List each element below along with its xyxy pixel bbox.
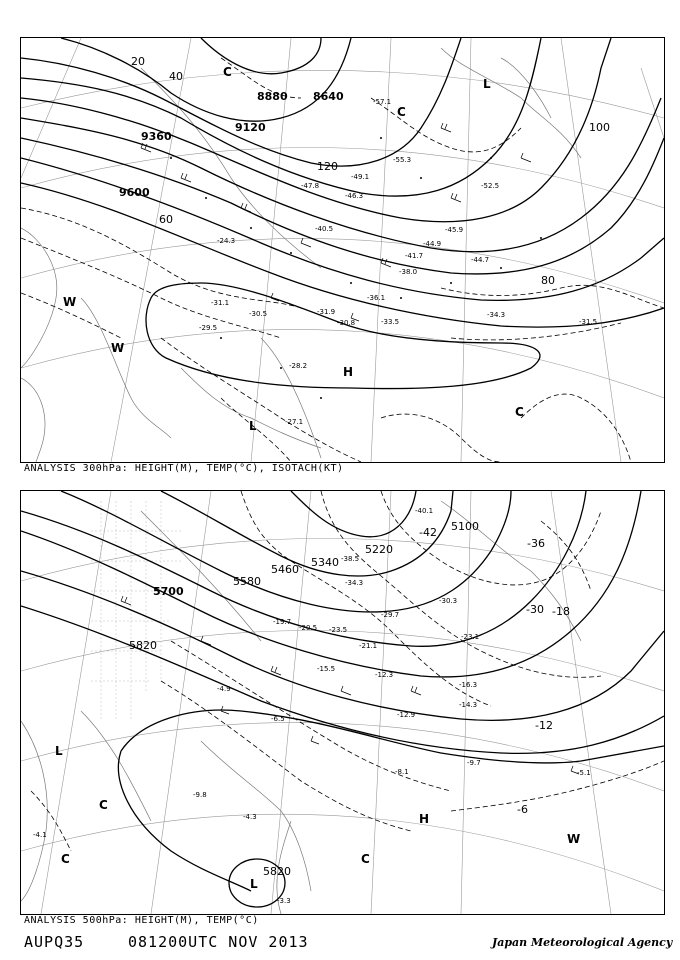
height-label: 5820 <box>129 639 157 652</box>
isotach-label: 60 <box>159 213 173 226</box>
center-symbol: L <box>249 419 257 433</box>
center-symbol: C <box>397 105 406 119</box>
isotach-label: 40 <box>169 70 183 83</box>
temp-label: -9.8 <box>193 791 207 799</box>
temp-label: -41.7 <box>405 252 424 260</box>
temp-label: -28.2 <box>289 362 308 370</box>
temp-label: -36.1 <box>367 294 386 302</box>
center-symbol: W <box>567 832 581 846</box>
temp-label: -6.5 <box>271 715 285 723</box>
height-label: 5820 <box>263 865 291 878</box>
height-label: 9360 <box>141 130 172 143</box>
temp-label: -4.1 <box>33 831 47 839</box>
temperature-labels-300 <box>199 98 597 426</box>
map-300hpa <box>20 37 665 463</box>
isotherm-label: -30 <box>526 603 544 616</box>
isotach-label: 120 <box>317 160 338 173</box>
map-300hpa-canvas <box>21 38 664 462</box>
temp-label: -5.1 <box>577 769 591 777</box>
map-500hpa <box>20 490 665 915</box>
temp-label: -30.5 <box>249 310 268 318</box>
isotach-labels-300 <box>131 55 610 287</box>
height-label: 8640 <box>313 90 344 103</box>
temp-label: -8.1 <box>395 768 409 776</box>
temp-label: -24.3 <box>217 237 236 245</box>
temp-label: -21.1 <box>359 642 378 650</box>
height-label: 5580 <box>233 575 261 588</box>
center-symbol: C <box>61 852 70 866</box>
map-500hpa-canvas <box>21 491 664 914</box>
temp-label: -23.5 <box>329 626 348 634</box>
height-label: 5460 <box>271 563 299 576</box>
center-symbol: W <box>111 341 125 355</box>
wind-barbs-500 <box>121 596 579 774</box>
center-symbol: W <box>63 295 77 309</box>
center-symbol: H <box>419 812 430 826</box>
center-symbol: C <box>99 798 108 812</box>
temp-label: -40.1 <box>415 507 434 515</box>
temp-label: -29.5 <box>199 324 218 332</box>
temp-label: -49.1 <box>351 173 370 181</box>
temp-label: -9.7 <box>467 759 481 767</box>
pressure-centers-300 <box>63 65 524 433</box>
center-symbol: L <box>55 744 63 758</box>
isotherm-label: -36 <box>527 537 545 550</box>
temp-label: -29.7 <box>381 611 400 619</box>
height-label: 8880 <box>257 90 288 103</box>
temp-label: -4.9 <box>217 685 231 693</box>
isotach-label: 80 <box>541 274 555 287</box>
temp-label: -23.1 <box>461 633 480 641</box>
temp-label: -47.8 <box>301 182 320 190</box>
temp-label: -31.9 <box>317 308 336 316</box>
temp-label: -46.3 <box>345 192 364 200</box>
temp-label: -33.5 <box>381 318 400 326</box>
temp-label: -38.0 <box>399 268 418 276</box>
temp-label: -19.7 <box>273 618 292 626</box>
center-symbol: C <box>223 65 232 79</box>
isotach-label: 20 <box>131 55 145 68</box>
isotherm-label: -12 <box>535 719 553 732</box>
isotherm-label: -42 <box>419 526 437 539</box>
height-label: 5700 <box>153 585 184 598</box>
temp-label: -27.1 <box>285 418 304 426</box>
isotherm-label: -18 <box>552 605 570 618</box>
isotach-label: 100 <box>589 121 610 134</box>
temp-label: -3.3 <box>277 897 291 905</box>
center-symbol: H <box>343 365 354 379</box>
wind-barbs-300 <box>141 123 531 321</box>
height-label: 9600 <box>119 186 150 199</box>
agency-credit: Japan Meteorological Agency <box>492 936 673 949</box>
center-symbol: C <box>361 852 370 866</box>
temp-label: -30.8 <box>337 319 356 327</box>
height-label: 5100 <box>451 520 479 533</box>
center-symbol: L <box>250 877 258 891</box>
temp-label: -38.5 <box>341 555 360 563</box>
center-symbol: C <box>515 405 524 419</box>
height-label: 9120 <box>235 121 266 134</box>
height-label: 5340 <box>311 556 339 569</box>
temp-label: -52.5 <box>481 182 500 190</box>
temp-label: -12.9 <box>397 711 416 719</box>
coastlines-500 <box>21 501 581 914</box>
temp-label: -31.1 <box>211 299 230 307</box>
temp-label: -44.9 <box>423 240 442 248</box>
center-symbol: L <box>483 77 491 91</box>
temp-label: -30.3 <box>439 597 458 605</box>
hatched-region-500 <box>91 501 181 721</box>
isotachs-300 <box>21 58 664 462</box>
chart-id: AUPQ35 <box>24 933 85 951</box>
temp-label: -34.3 <box>345 579 364 587</box>
temp-label: -40.5 <box>315 225 334 233</box>
isotherm-label: -6 <box>517 803 528 816</box>
temp-label: -31.5 <box>579 318 598 326</box>
pressure-centers-500 <box>55 744 580 891</box>
caption-500hpa: ANALYSIS 500hPa: HEIGHT(M), TEMP(°C) <box>24 915 259 926</box>
temp-label: -45.9 <box>445 226 464 234</box>
temp-label: -57.1 <box>373 98 392 106</box>
temp-label: -34.3 <box>487 311 506 319</box>
temp-label: -12.3 <box>375 671 394 679</box>
temp-label: -4.3 <box>243 813 257 821</box>
caption-300hpa: ANALYSIS 300hPa: HEIGHT(M), TEMP(°C), ISOTACH(KT) <box>24 463 344 474</box>
valid-time: 081200UTC NOV 2013 <box>128 933 309 951</box>
temp-label: -16.3 <box>459 681 478 689</box>
temp-label: -55.3 <box>393 156 412 164</box>
temp-label: -20.5 <box>299 624 318 632</box>
height-label: 5220 <box>365 543 393 556</box>
temp-label: -15.5 <box>317 665 336 673</box>
temp-label: -44.7 <box>471 256 490 264</box>
temp-label: -14.3 <box>459 701 478 709</box>
